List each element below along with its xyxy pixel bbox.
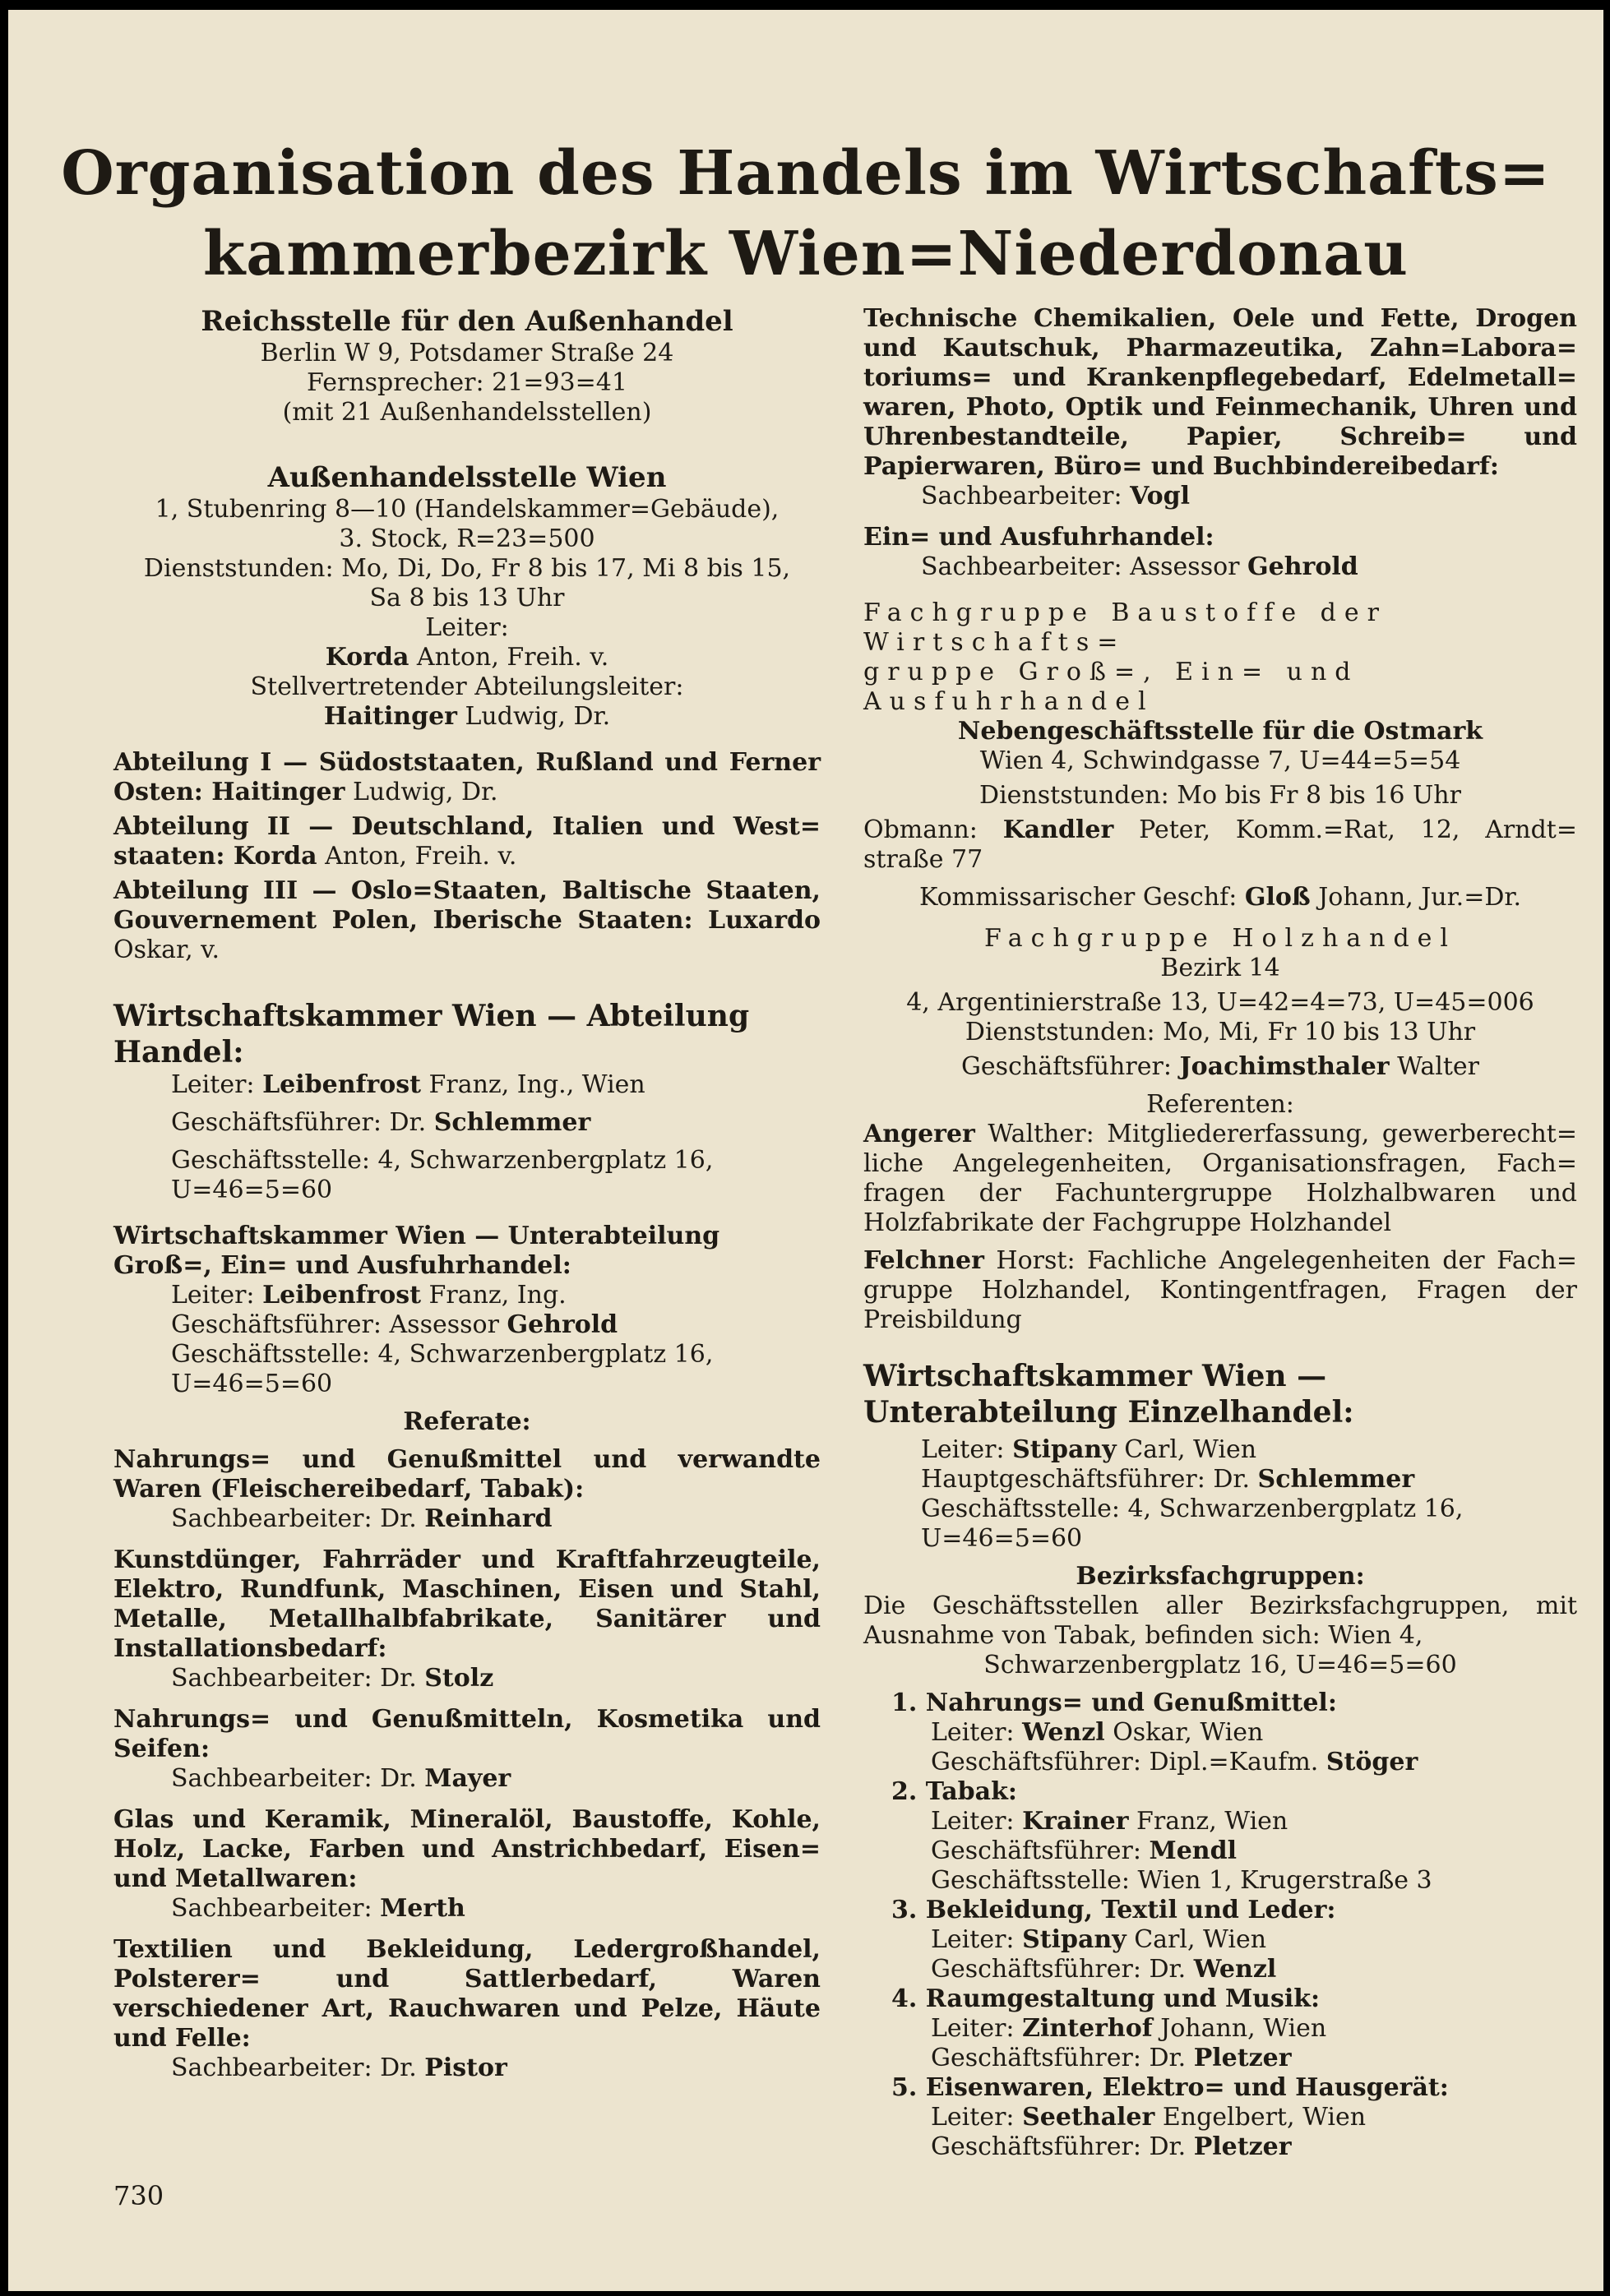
label: Leiter: (921, 1435, 1013, 1464)
person-name: Stipany (1022, 1925, 1127, 1954)
person-name: Leibenfrost (262, 1281, 421, 1310)
sub-heading: Nebengeschäftsstelle für die Ostmark (957, 717, 1483, 746)
group-title (891, 1984, 1577, 2014)
person-detail: Johann, Jur.=Dr. (1310, 883, 1521, 912)
person-name: Wenzl (1193, 1955, 1277, 1984)
person-detail: Franz, Ing. (421, 1281, 567, 1310)
referat-title: Glas und Keramik, Mineralöl, Baustoffe, Kohle, Holz, Lacke, Farben und Anstrichbedarf, Eisen= und Metallwaren: (113, 1805, 821, 1893)
group-title (891, 1896, 1577, 1925)
group-name: Tabak: (925, 1777, 1017, 1806)
referent-detail: Horst: Fachliche Angelegenheiten der Fach= gruppe Holzhandel, Kontingentfragen, Fragen der Preisbildung (863, 1246, 1577, 1334)
label: Geschäftsführer: Assessor (171, 1310, 507, 1339)
address: 4, Argentinierstraße 13, U=42=4=73, U=45=006 (906, 988, 1534, 1017)
address: Berlin W 9, Potsdamer Straße 24 (260, 339, 674, 367)
group-name: Eisenwaren, Elektro= und Hausgerät: (925, 2073, 1449, 2102)
leiter-line (863, 1435, 1577, 1465)
referate-heading: Referate: (403, 1407, 531, 1436)
referat-entry (113, 1545, 821, 1693)
label: Sachbearbeiter: Dr. (171, 2053, 425, 2082)
referat-entry (113, 1705, 821, 1794)
manager-line (931, 1836, 1577, 1866)
department-title: Abteilung III — Oslo=Staaten, Baltische Staaten, Gouvernement Polen, Iberische Staaten: Luxardo (113, 876, 821, 935)
person-name: Leibenfrost (262, 1070, 421, 1099)
label: Leiter: (171, 1070, 263, 1099)
label: Sachbearbeiter: (921, 482, 1131, 510)
group-entry (863, 2073, 1577, 2162)
person-name: Stipany (1012, 1435, 1117, 1464)
label: Kommissarischer Geschf: (919, 883, 1245, 912)
office-hours: Sa 8 bis 13 Uhr (369, 584, 565, 612)
person-name: Merth (380, 1894, 465, 1923)
manager-line (863, 1465, 1577, 1494)
referat-entry (863, 304, 1577, 511)
referat-title: Nahrungs= und Genußmitteln, Kosmetika und Seifen: (113, 1705, 821, 1763)
label: Sachbearbeiter: Dr. (171, 1504, 425, 1533)
office-hours: Dienststunden: Mo, Di, Do, Fr 8 bis 17, Mi 8 bis 15, (143, 554, 791, 583)
label: Stellvertretender Abteilungsleiter: (250, 672, 684, 701)
person-name: Felchner (863, 1246, 984, 1275)
left-column (113, 304, 821, 2083)
label: Obmann: (863, 815, 1003, 844)
group-entry (863, 1777, 1577, 1896)
referent-entry (863, 1246, 1577, 1335)
person-name: Pletzer (1193, 2044, 1292, 2072)
person-detail: Carl, Wien (1126, 1925, 1267, 1954)
referat-title: Kunstdünger, Fahrräder und Kraftfahrzeugteile, Elektro, Rundfunk, Maschinen, Eisen und Stahl, Metalle, Metallhalbfabrikate, Sanitärer und Installationsbedarf: (113, 1545, 821, 1663)
office-address: Geschäftsstelle: 4, Schwarzenbergplatz 16, (921, 1494, 1464, 1523)
fachgruppe-title: gruppe Groß=, Ein= und Ausfuhrhandel (863, 658, 1359, 716)
referat-title: Nahrungs= und Genußmittel und verwandte Waren (Fleischereibedarf, Tabak): (113, 1445, 821, 1504)
group-name: Nahrungs= und Genußmittel: (925, 1689, 1337, 1717)
group-number: 5. (891, 2073, 926, 2102)
person-name: Haitinger (323, 702, 457, 731)
referat-entry (113, 1935, 821, 2083)
department-entry (113, 812, 821, 871)
department-entry (113, 748, 821, 807)
person-name: Wenzl (1022, 1718, 1105, 1747)
person-detail: Walter (1389, 1052, 1480, 1081)
person-detail: Ludwig, Dr. (456, 702, 611, 731)
office-address: Geschäftsstelle: 4, Schwarzenbergplatz 16, (171, 1146, 714, 1175)
group-name: Bekleidung, Textil und Leder: (925, 1896, 1336, 1924)
person-name: Gehrold (1247, 552, 1358, 581)
document-page (8, 10, 1603, 2291)
person-name: Mendl (1149, 1836, 1237, 1865)
phone: U=46=5=60 (171, 1176, 333, 1204)
referat-title: Textilien und Bekleidung, Ledergroßhandel, Polsterer= und Sattlerbedarf, Waren verschiedener Art, Rauchwaren und Pelze, Häute und Felle: (113, 1935, 821, 2053)
person-name: Kandler (1002, 815, 1114, 844)
person-name: Schlemmer (1257, 1465, 1415, 1494)
referat-officer (113, 1664, 821, 1693)
person-detail: Peter, Komm.=Rat, 12, Arndt= straße 77 (863, 815, 1577, 874)
manager-line (113, 1310, 821, 1340)
leiter-line (931, 1925, 1577, 1955)
label: Leiter: (931, 1718, 1023, 1747)
label: Geschäftsführer: Dipl.=Kaufm. (931, 1748, 1326, 1776)
fachgruppe-title: Fachgruppe Baustoffe der Wirtschafts= (863, 598, 1387, 657)
person-name: Vogl (1130, 482, 1190, 510)
department-detail: Anton, Freih. v. (317, 842, 517, 871)
page-title-line-2: kammerbezirk Wien=Niederdonau (203, 219, 1409, 289)
label: Leiter: (931, 2014, 1023, 2043)
person-name: Joachimsthaler (1179, 1052, 1390, 1081)
referat-officer (863, 482, 1577, 511)
department-title: Abteilung I — Südoststaaten, Rußland und Ferner Osten: Haitinger (113, 748, 821, 806)
referat-title: Ein= und Ausfuhrhandel: (863, 523, 1214, 552)
leiter-line (931, 2103, 1577, 2132)
leiter-line (931, 1807, 1577, 1836)
group-title (891, 1777, 1577, 1807)
label: Leiter: (931, 1925, 1023, 1954)
right-column (863, 304, 1577, 2162)
person-name: Gloß (1244, 883, 1311, 912)
label: Geschäftsführer: Dr. (931, 2044, 1194, 2072)
label: Geschäftsführer: Dr. (931, 1955, 1194, 1984)
leiter-line (931, 1718, 1577, 1748)
label: Sachbearbeiter: Dr. (171, 1664, 425, 1693)
department-title: Abteilung II — Deutschland, Italien und West= staaten: Korda (113, 812, 821, 871)
person-name: Seethaler (1022, 2103, 1155, 2132)
person-name: Krainer (1022, 1807, 1129, 1836)
manager-line (113, 1108, 821, 1138)
person-detail: Franz, Ing., Wien (421, 1070, 645, 1099)
referent-entry (863, 1120, 1577, 1238)
address: 1, Stubenring 8—10 (Handelskammer=Gebäude), (155, 495, 780, 524)
label: Leiter: (931, 2103, 1023, 2132)
label: Leiter: (931, 1807, 1023, 1836)
manager-line (931, 2044, 1577, 2073)
department-detail: Ludwig, Dr. (345, 778, 498, 806)
intro-text-end: Schwarzenbergplatz 16, U=46=5=60 (983, 1651, 1457, 1679)
department-detail: Oskar, v. (113, 935, 220, 964)
office-hours: Dienststunden: Mo bis Fr 8 bis 16 Uhr (979, 781, 1461, 810)
person-line (113, 643, 821, 672)
label: Geschäftsführer: (931, 1836, 1150, 1865)
person-name: Stöger (1325, 1748, 1418, 1776)
person-name: Reinhard (424, 1504, 553, 1533)
manager-line (931, 1955, 1577, 1984)
referat-title: Technische Chemikalien, Oele und Fette, Drogen und Kautschuk, Pharmazeutika, Zahn=Labora= toriums= und Krankenpflegebedarf, Edelmetall= waren, Photo, Optik und Feinmechanik, Uhren und Uhrenbestandteile, Papier, Schreib= und Papierwaren, Büro= und Buchbindereibedarf: (863, 304, 1577, 481)
label: Leiter: (425, 613, 509, 642)
group-title (891, 2073, 1577, 2103)
label: Hauptgeschäftsführer: Dr. (921, 1465, 1258, 1494)
chairman-line (863, 815, 1577, 875)
manager-line (931, 1748, 1577, 1777)
district: Bezirk 14 (1160, 954, 1280, 982)
office-hours: Dienststunden: Mo, Mi, Fr 10 bis 13 Uhr (965, 1018, 1476, 1046)
section-heading: Wirtschaftskammer Wien — Unterabteilung Groß=, Ein= und Ausfuhrhandel: (113, 1222, 720, 1280)
leiter-line (113, 1070, 821, 1100)
person-detail: Johann, Wien (1152, 2014, 1327, 2043)
person-name: Zinterhof (1022, 2014, 1153, 2043)
person-line (113, 702, 821, 732)
person-name: Korda (325, 643, 409, 672)
person-detail: Anton, Freih. v. (409, 643, 609, 672)
phone: Fernsprecher: 21=93=41 (307, 368, 627, 397)
page-title-line-1: Organisation des Handels im Wirtschafts= (61, 138, 1551, 209)
phone: U=46=5=60 (921, 1524, 1083, 1553)
commissioner-line (863, 883, 1577, 912)
manager-line (931, 2132, 1577, 2162)
label: Sachbearbeiter: Dr. (171, 1764, 425, 1793)
label: Sachbearbeiter: Assessor (921, 552, 1248, 581)
group-number: 3. (891, 1896, 926, 1924)
group-number: 2. (891, 1777, 926, 1806)
person-name: Angerer (863, 1120, 975, 1148)
referat-officer (113, 1764, 821, 1794)
group-name: Raumgestaltung und Musik: (925, 1984, 1321, 2013)
person-name: Stolz (424, 1664, 494, 1693)
referat-entry (113, 1805, 821, 1924)
person-name: Schlemmer (433, 1108, 591, 1137)
section-heading: Außenhandelsstelle Wien (267, 461, 667, 494)
person-detail: Oskar, Wien (1104, 1718, 1264, 1747)
manager-line (863, 1052, 1577, 1082)
group-number: 1. (891, 1689, 926, 1717)
referat-officer (863, 552, 1577, 582)
label: Sachbearbeiter: (171, 1894, 381, 1923)
group-number: 4. (891, 1984, 926, 2013)
person-name: Pistor (424, 2053, 507, 2082)
group-title (891, 1689, 1577, 1718)
referat-officer (113, 1504, 821, 1534)
person-detail: Carl, Wien (1116, 1435, 1257, 1464)
referent-detail: Walther: Mitgliedererfassung, gewerberecht= liche Angelegenheiten, Organisationsfragen, Fach= fragen der Fachuntergruppe Holzhalbwaren und Holzfabrikate der Fachgruppe Holzhandel (863, 1120, 1577, 1237)
referat-entry (863, 523, 1577, 582)
person-name: Mayer (424, 1764, 511, 1793)
person-name: Pletzer (1193, 2132, 1292, 2161)
address: Wien 4, Schwindgasse 7, U=44=5=54 (979, 746, 1461, 775)
intro-text: Die Geschäftsstellen aller Bezirksfachgruppen, mit Ausnahme von Tabak, befinden sich: Wien 4, (863, 1591, 1577, 1650)
person-name: Gehrold (507, 1310, 618, 1339)
office-address: Geschäftsstelle: Wien 1, Krugerstraße 3 (931, 1866, 1432, 1895)
phone: U=46=5=60 (171, 1370, 333, 1398)
label: Geschäftsführer: Dr. (931, 2132, 1194, 2161)
section-heading: Reichsstelle für den Außenhandel (201, 305, 733, 338)
leiter-line (113, 1281, 821, 1310)
office-address: Geschäftsstelle: 4, Schwarzenbergplatz 16, (171, 1340, 714, 1369)
referat-entry (113, 1445, 821, 1534)
label: Geschäftsführer: (960, 1052, 1180, 1081)
referenten-heading: Referenten: (1146, 1090, 1294, 1119)
label: Geschäftsführer: Dr. (171, 1108, 434, 1137)
leiter-line (931, 2014, 1577, 2044)
referat-officer (113, 1894, 821, 1924)
page-title (8, 133, 1603, 294)
sub-heading: Bezirksfachgruppen: (1076, 1562, 1365, 1591)
group-entry (863, 1984, 1577, 2073)
section-heading: Wirtschaftskammer Wien — Unterabteilung Einzelhandel: (863, 1359, 1354, 1430)
person-detail: Engelbert, Wien (1154, 2103, 1367, 2132)
fachgruppe-title: Fachgruppe Holzhandel (983, 924, 1457, 953)
label: Leiter: (171, 1281, 263, 1310)
referat-officer (113, 2053, 821, 2083)
note: (mit 21 Außenhandelsstellen) (282, 398, 652, 427)
address: 3. Stock, R=23=500 (339, 524, 595, 553)
person-detail: Franz, Wien (1128, 1807, 1288, 1836)
group-entry (863, 1896, 1577, 1984)
department-entry (113, 876, 821, 965)
section-heading: Wirtschaftskammer Wien — Abteilung Handel: (113, 999, 750, 1069)
page-number: 730 (113, 2180, 164, 2211)
group-entry (863, 1689, 1577, 1777)
